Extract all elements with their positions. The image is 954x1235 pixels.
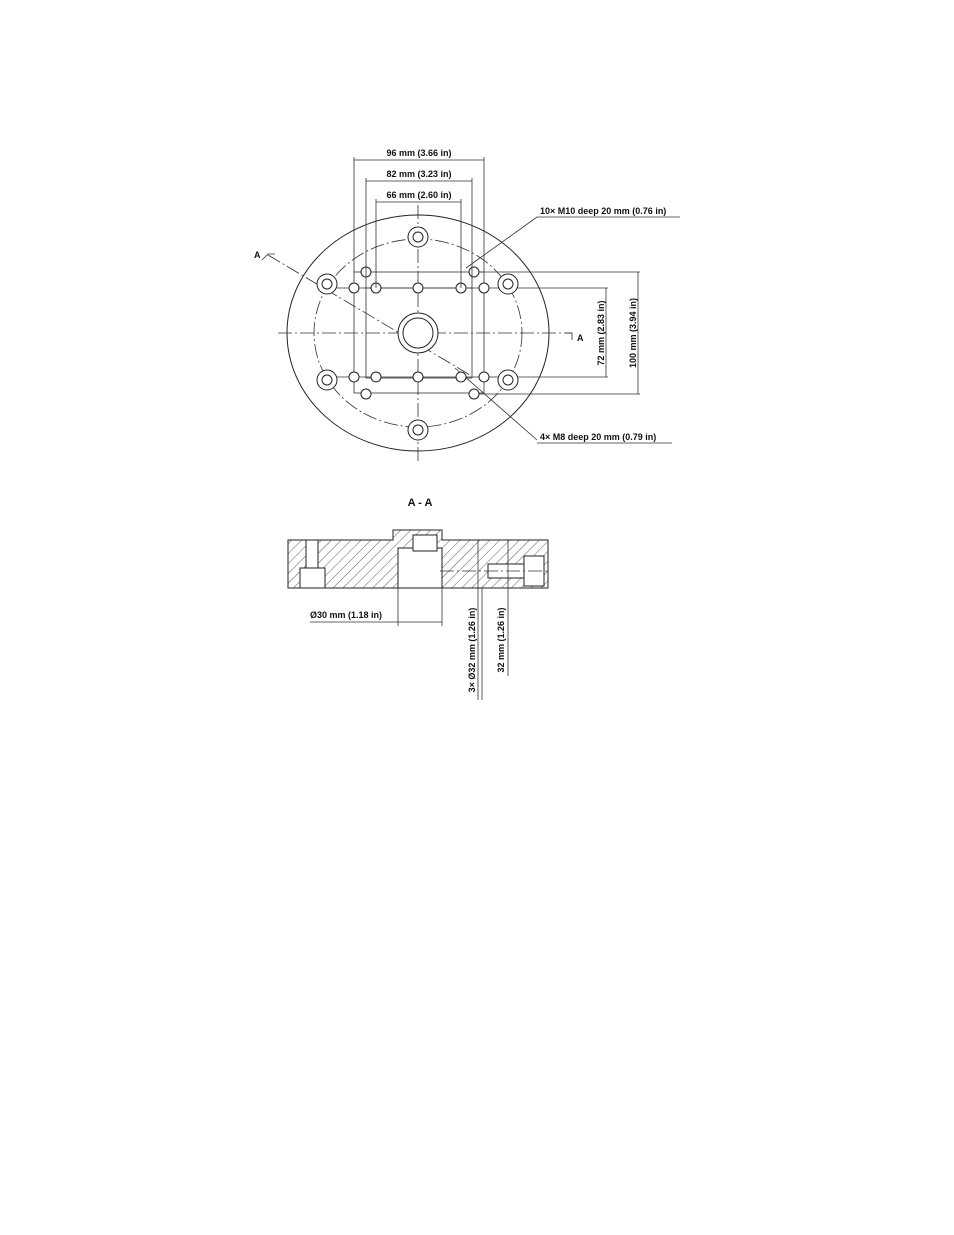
section-mark-right xyxy=(565,333,584,343)
dim-66-label: 66 mm (2.60 in) xyxy=(386,190,452,200)
dimension-100 xyxy=(628,272,638,394)
top-view xyxy=(254,148,680,462)
dim-96-label: 96 mm (3.66 in) xyxy=(386,148,452,158)
dimension-bore xyxy=(310,588,442,626)
center-bore xyxy=(398,548,442,588)
bore-top xyxy=(413,535,437,551)
left-counterbore xyxy=(300,568,325,588)
dimension-72 xyxy=(596,288,606,377)
dim-72-label: 72 mm (2.83 in) xyxy=(596,300,606,366)
dimension-pins xyxy=(467,588,482,700)
callout-m10 xyxy=(466,206,680,268)
bore-dim-label: Ø30 mm (1.18 in) xyxy=(310,610,383,620)
center-bore-outer xyxy=(398,313,438,353)
m10-callout-label: 10× M10 deep 20 mm (0.76 in) xyxy=(540,206,667,216)
section-view xyxy=(288,497,548,700)
dimension-96 xyxy=(354,148,484,272)
section-mark-right-label: A xyxy=(577,333,584,343)
dim-100-label: 100 mm (3.94 in) xyxy=(628,297,638,369)
pins-dim-label: 3× Ø32 mm (1.26 in) xyxy=(467,607,477,693)
section-title: A - A xyxy=(407,497,433,509)
dimension-depth xyxy=(496,588,508,676)
dim-82-label: 82 mm (3.23 in) xyxy=(386,169,452,179)
m8-callout-label: 4× M8 deep 20 mm (0.79 in) xyxy=(540,432,657,442)
callout-m8 xyxy=(537,432,672,443)
left-through-hole xyxy=(306,540,318,568)
section-mark-left xyxy=(254,250,275,260)
depth-dim-label: 32 mm (1.26 in) xyxy=(496,607,506,673)
section-mark-left-label: A xyxy=(254,250,261,260)
leader-lower xyxy=(455,368,537,440)
